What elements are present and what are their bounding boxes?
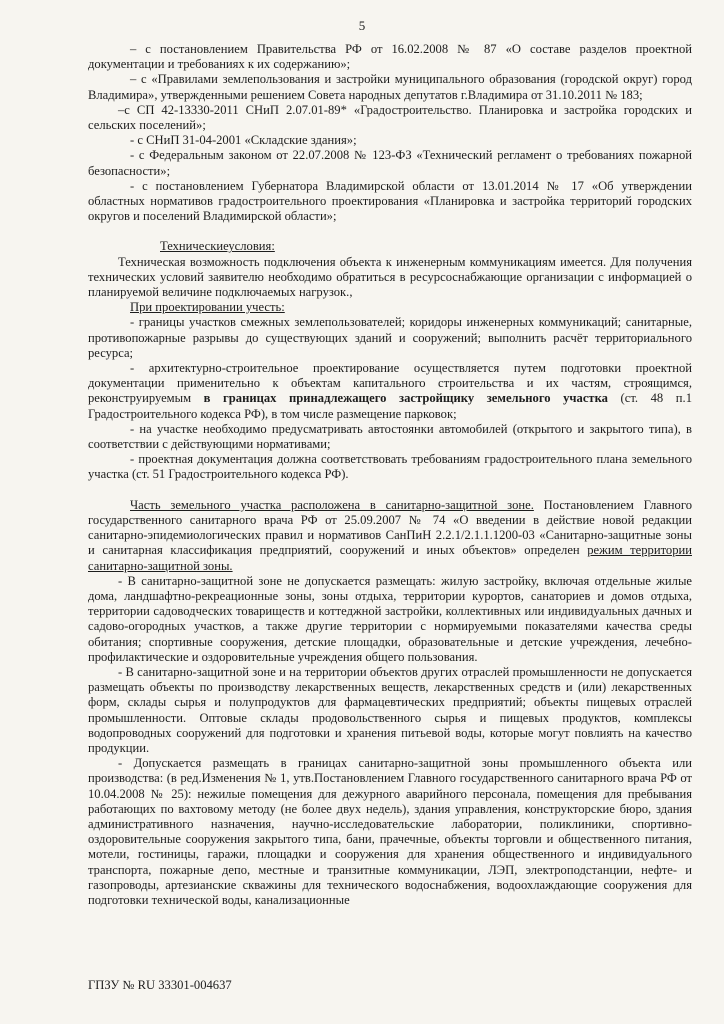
page-number: 5 (358, 18, 366, 33)
architecture-text-bold: в границах принадлежащего застройщику земельного участка (203, 391, 608, 406)
sanitary-zone-decree: Постановлением Главного государственного санитарного врача РФ от 25.09.2007 № 74 «О введении в действие новой редакции санитарно-эпидемиологических правил и нормативов СанПиН 2.2.1/2.1.1.1200-03 «Санитарно-защитные зоны и санитарная классификация предприятий, сооружений и иных объектов» определен (88, 497, 692, 558)
design-item-boundaries: - границы участков смежных землепользователей; коридоры инженерных коммуникаций; санитарные, противопожарные разрывы до существующих зданий и сооружений; выполнить расчёт территориального ресурса; (88, 315, 692, 360)
design-requirements-heading: При проектировании учесть: (130, 300, 285, 315)
document-body (88, 42, 692, 908)
sanitary-zone-prohibited: - В санитарно-защитной зоне не допускается размещать: жилую застройку, включая отдельные жилые дома, ландшафтно-рекреационные зоны, зоны отдыха, территории курортов, санаториев и домов отдыха, территории садоводческих товариществ и коттеджной застройки, коллективных или индивидуальных дачных и садово-огородных участков, а также другие территории с нормируемыми показателями качества среды обитания; спортивные сооружения, детские площадки, образовательные и детские учреждения, лечебно-профилактические и оздоровительные учреждения общего пользования. (88, 573, 692, 664)
architecture-text-start: - архитектурно-строительное проектирование осуществляется путем подготовки проектной документации применительно к объектам капитального строительства и их частям, строящимся, реконструируемым (88, 361, 692, 406)
design-item-compliance: - проектная документация должна соответствовать требованиям градостроительного плана земельного участка (ст. 51 Градостроительного кодекса РФ). (88, 452, 692, 482)
tech-conditions-heading: Техническиеусловия: (160, 239, 275, 254)
paragraph-fire-law: - с Федеральным законом от 22.07.2008 № 123-ФЗ «Технический регламент о требованиях пожарной безопасности»; (88, 148, 692, 178)
sanitary-zone-industry-restrictions: - В санитарно-защитной зоне и на территории объектов других отраслей промышленности не допускается размещать объекты по производству лекарственных веществ, лекарственных средств и (или) лекарственных форм, склады сырья и полупродуктов для фармацевтических предприятий; объекты пищевых отраслей промышленности. Оптовые склады продовольственного сырья и пищевых продуктов, комплексы водопроводных сооружений для подготовки и хранения питьевой воды, которые могут повлиять на качество продукции. (88, 664, 692, 755)
design-item-parking: - на участке необходимо предусматривать автостоянки автомобилей (открытого и закрытого типа), в соответствии с действующими нормативами; (88, 421, 692, 452)
sanitary-zone-statement: Часть земельного участка расположена в санитарно-защитной зоне. (130, 497, 534, 512)
paragraph-zoning-rules: – с «Правилами землепользования и застройки муниципального образования (городской округ) город Владимира», утвержденными решением Совета народных депутатов г.Владимира от 31.10.2011 № 183; (88, 72, 692, 102)
paragraph-sp-42: –с СП 42-13330-2011 СНиП 2.07.01-89* «Градостроительство. Планировка и застройка городских и сельских поселений»; (88, 102, 692, 133)
paragraph-decree-87: – с постановлением Правительства РФ от 16.02.2008 № 87 «О составе разделов проектной документации и требованиях к их содержанию»; (88, 42, 692, 72)
paragraph-snip-31: - с СНиП 31-04-2001 «Складские здания»; (130, 133, 357, 148)
architecture-text-end: (ст. 48 п.1 Градостроительного кодекса РФ), в том числе размещение парковок; (88, 391, 692, 421)
sanitary-zone-regime: режим территории санитарно-защитной зоны. (88, 543, 692, 573)
tech-conditions-text: Техническая возможность подключения объекта к инженерным коммуникациям имеется. Для получения технических условий заявителю необходимо обратиться в ресурсоснабжающие организации с информацией о планируемой величине подключаемых нагрузок., (88, 254, 692, 300)
document-footer: ГПЗУ № RU 33301-004637 (88, 978, 232, 992)
design-item-architecture (88, 361, 692, 422)
sanitary-zone-permitted: - Допускается размещать в границах санитарно-защитной зоны промышленного объекта или производства: (в ред.Изменения № 1, утв.Постановлением Главного государственного санитарного врача РФ от 10.04.2008 № 25): нежилые помещения для дежурного аварийного персонала, помещения для пребывания работающих по вахтовому методу (не более двух недель), здания управления, конструкторские бюро, здания административного назначения, научно-исследовательские лаборатории, поликлиники, спортивно-оздоровительные сооружения закрытого типа, бани, прачечные, объекты торговли и общественного питания, мотели, гостиницы, гаражи, площадки и сооружения для хранения общественного и индивидуального транспорта, пожарные депо, местные и транзитные коммуникации, ЛЭП, электроподстанции, нефте- и газопроводы, артезианские скважины для технического водоснабжения, водоохлаждающие сооружения для подготовки технической воды, канализационные (88, 756, 692, 907)
paragraph-governor-decree: - с постановлением Губернатора Владимирской области от 13.01.2014 № 17 «Об утверждении областных нормативов градостроительного проектирования «Планировка и застройка территорий городских округов и поселений Владимирской области»; (88, 178, 692, 224)
sanitary-zone-paragraph (88, 498, 692, 574)
